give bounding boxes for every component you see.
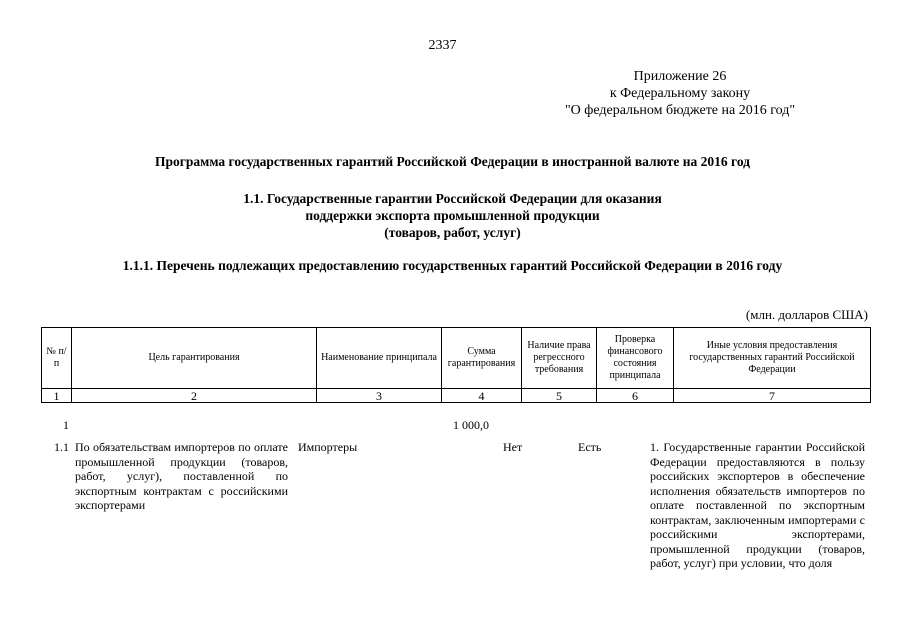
row-1-1-principal: Импортеры [298,440,358,454]
row-1-1-num: 1.1 [54,440,69,454]
column-number: 2 [72,389,317,403]
guarantees-table-header [41,327,871,403]
header-purpose: Цель гарантирования [72,328,317,389]
header-recourse: Наличие права регрессного требования [522,328,597,389]
column-number-row [42,389,871,403]
header-amount: Сумма гарантирования [442,328,522,389]
column-number: 6 [597,389,674,403]
column-number: 5 [522,389,597,403]
header-other-conditions: Иные условия предоставления государственных гарантий Российской Федерации [674,328,871,389]
header-financial-check: Проверка финансового состояния принципала [597,328,674,389]
row-1-1-recourse: Нет [503,440,523,454]
section-title-line-1: 1.1. Государственные гарантии Российской Федерации для оказания [243,191,662,206]
header-principal: Наименование принципала [317,328,442,389]
section-title [0,190,905,241]
units-note: (млн. долларов США) [745,307,868,322]
header-num: № п/п [42,328,72,389]
total-row-amount: 1 000,0 [453,418,489,432]
appendix-line-2: к Федеральному закону [609,86,751,101]
row-1-1-purpose: По обязательствам импортеров по оплате промышленной продукции (товаров, работ, услуг), поставленной по экспортным контрактам с российскими экспортерами [75,440,288,512]
page-number: 2337 [428,38,457,53]
total-row-num: 1 [63,418,69,432]
subsection-title: 1.1.1. Перечень подлежащих предоставлению государственных гарантий Российской Федерации в 2016 году [122,258,783,273]
document-title: Программа государственных гарантий Российской Федерации в иностранной валюте на 2016 год [154,154,751,169]
appendix-reference [530,68,830,119]
column-number: 7 [674,389,871,403]
header-row [42,328,871,389]
section-title-line-2: поддержки экспорта промышленной продукции [305,208,600,223]
row-1-1-financial-check: Есть [578,440,602,454]
section-title-line-3: (товаров, работ, услуг) [384,225,521,240]
appendix-line-3: "О федеральном бюджете на 2016 год" [564,103,796,118]
column-number: 3 [317,389,442,403]
column-number: 1 [42,389,72,403]
row-1-1-other-conditions: 1. Государственные гарантии Российской Федерации предоставляются в пользу российских экспортеров в обеспечение исполнения обязательств импортеров по оплате поставленной по экспортным контрактам, заключенным импортерами с российскими экспортерами, промышленной продукции (товаров, работ, услуг) при условии, что доля [650,440,865,570]
appendix-line-1: Приложение 26 [633,69,727,84]
column-number: 4 [442,389,522,403]
